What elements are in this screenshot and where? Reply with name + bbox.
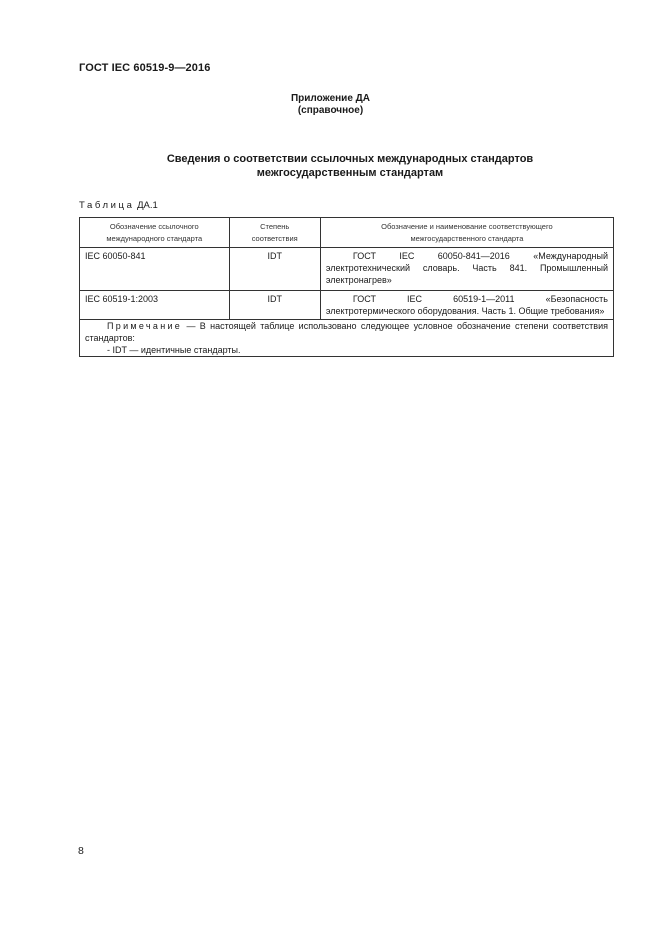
- section-heading-line-2: межгосударственным стандартам: [256, 167, 444, 179]
- column-header-reference-line-1: Обозначение ссылочного: [109, 221, 199, 231]
- table-note-row: [80, 320, 614, 357]
- note-label: Примечание: [107, 321, 183, 331]
- column-header-description-line-1: Обозначение и наименование соответствующего: [381, 221, 553, 231]
- column-header-reference-line-2: международного стандарта: [106, 233, 203, 243]
- column-header-degree-line-1: Степень: [260, 221, 290, 231]
- section-heading-line-1: Сведения о соответствии ссылочных международных стандартов: [166, 153, 534, 165]
- note-text: — В настоящей таблице использовано следующее условное обозначение степени соответствия стандартов:: [85, 321, 608, 343]
- note-item: - IDT — идентичные стандарты.: [107, 345, 241, 355]
- column-header-degree-line-2: соответствия: [251, 233, 298, 243]
- column-header-description: [320, 218, 613, 248]
- cell-reference: IEC 60519-1:2003: [80, 291, 230, 320]
- cell-degree: IDT: [229, 291, 320, 320]
- table-row: [80, 291, 614, 320]
- standards-correspondence-table: [79, 217, 614, 357]
- table-note: [80, 320, 614, 357]
- annex-subtitle: (справочное): [297, 105, 364, 116]
- table-caption-number: ДА.1: [137, 200, 158, 211]
- table-header-row: [80, 218, 614, 248]
- annex-title: Приложение ДА: [290, 93, 371, 104]
- cell-reference: IEC 60050-841: [80, 248, 230, 291]
- table-row: [80, 248, 614, 291]
- table-caption: [79, 200, 158, 211]
- table-caption-label: Таблица: [79, 200, 135, 211]
- column-header-reference: [80, 218, 230, 248]
- cell-description: ГОСТ IEC 60519-1—2011 «Безопасность электротермического оборудования. Часть 1. Общие требования»: [320, 291, 613, 320]
- cell-description: ГОСТ IEC 60050-841—2016 «Международный электротехнический словарь. Часть 841. Промышленный электронагрев»: [320, 248, 613, 291]
- page-number: 8: [78, 845, 84, 857]
- cell-degree: IDT: [229, 248, 320, 291]
- column-header-degree: [229, 218, 320, 248]
- document-code: ГОСТ IEC 60519-9—2016: [79, 62, 211, 74]
- column-header-description-line-2: межгосударственного стандарта: [410, 233, 524, 243]
